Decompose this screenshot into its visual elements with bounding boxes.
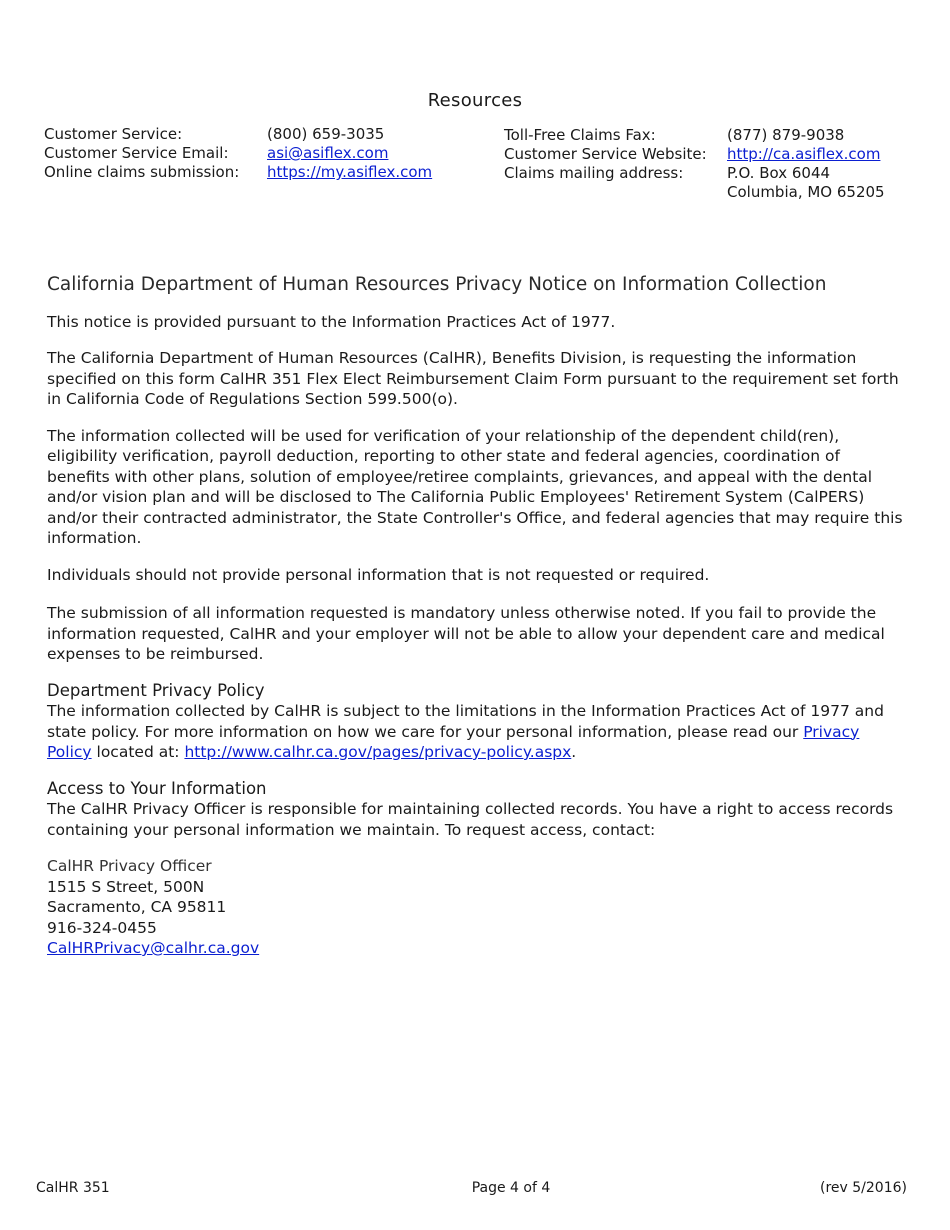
privacy-policy-link[interactable]: Privacy Policy — [47, 722, 860, 761]
privacy-notice — [47, 275, 907, 959]
privacy-policy-section — [47, 681, 907, 763]
mailing-address-line1: P.O. Box 6044 — [727, 164, 831, 182]
resource-label: Customer Service Website: — [504, 145, 707, 163]
resource-row — [44, 163, 432, 182]
resource-row — [44, 144, 432, 163]
contact-city: Sacramento, CA 95811 — [47, 898, 227, 916]
privacy-policy-body: The information collected by CalHR is subject to the limitations in the Information Practices Act of 1977 and state policy. For more information on how we care for your personal information, please read our — [47, 702, 884, 741]
privacy-policy-end: . — [571, 743, 577, 761]
customer-service-phone: (800) 659-3035 — [267, 125, 385, 143]
resource-label: Claims mailing address: — [504, 164, 684, 182]
resource-row — [504, 145, 885, 164]
footer-form-id: CalHR 351 — [36, 1180, 110, 1196]
resource-label — [504, 183, 727, 202]
access-heading: Access to Your Information — [47, 778, 267, 798]
privacy-paragraph-5: The submission of all information requested is mandatory unless otherwise noted. If you fail to provide the information requested, CalHR and your employer will not be able to allow your dependent care and medical expenses to be reimbursed. — [47, 604, 885, 663]
customer-service-email-link[interactable]: asi@asiflex.com — [267, 144, 389, 162]
resources-title: Resources — [427, 90, 523, 111]
resource-row — [504, 164, 885, 183]
privacy-paragraph-3: The information collected will be used for verification of your relationship of the dependent child(ren), eligibility verification, payroll deduction, reporting to other state and federal agencies, coordination of benefits with other plans, solution of employee/retiree complaints, grievances, and appeal with the dental and/or vision plan and will be disclosed to The California Public Employees' Retirement System (CalPERS) and/or their contracted administrator, the State Controller's Office, and federal agencies that may require this information. — [47, 426, 903, 547]
contact-email-link[interactable]: CalHRPrivacy@calhr.ca.gov — [47, 939, 260, 957]
mailing-address-line2: Columbia, MO 65205 — [727, 183, 885, 201]
resources-right-table — [504, 126, 885, 202]
resource-label: Online claims submission: — [44, 163, 240, 181]
access-text: The CalHR Privacy Officer is responsible for maintaining collected records. You have a right to access records containing your personal information we maintain. To request access, contact: — [47, 800, 894, 839]
footer-page-number: Page 4 of 4 — [471, 1180, 551, 1196]
claims-fax-number: (877) 879-9038 — [727, 126, 845, 144]
resource-label: Toll-Free Claims Fax: — [504, 126, 656, 144]
privacy-paragraph-4: Individuals should not provide personal information that is not requested or required. — [47, 565, 710, 584]
resource-row — [504, 126, 885, 145]
privacy-policy-heading: Department Privacy Policy — [47, 680, 265, 700]
privacy-officer-contact — [47, 856, 907, 959]
privacy-policy-text — [47, 701, 907, 763]
privacy-notice-title: California Department of Human Resources Privacy Notice on Information Collection — [47, 274, 827, 295]
footer-revision: (rev 5/2016) — [820, 1180, 907, 1196]
online-claims-link[interactable]: https://my.asiflex.com — [267, 163, 433, 181]
contact-phone: 916-324-0455 — [47, 918, 157, 937]
resource-label: Customer Service Email: — [44, 144, 229, 162]
resources-left-table — [44, 125, 432, 182]
contact-name: CalHR Privacy Officer — [47, 857, 212, 875]
resource-row — [504, 183, 885, 202]
contact-street: 1515 S Street, 500N — [47, 877, 205, 896]
access-section — [47, 779, 907, 841]
customer-service-website-link[interactable]: http://ca.asiflex.com — [727, 145, 881, 163]
privacy-paragraph-1: This notice is provided pursuant to the Information Practices Act of 1977. — [47, 312, 616, 331]
resource-row — [44, 125, 432, 144]
privacy-policy-located: located at: — [91, 743, 185, 761]
privacy-paragraph-2: The California Department of Human Resources (CalHR), Benefits Division, is requesting the information specified on this form CalHR 351 Flex Elect Reimbursement Claim Form pursuant to the requirement set forth in California Code of Regulations Section 599.500(o). — [47, 349, 899, 408]
resource-label: Customer Service: — [44, 125, 183, 143]
privacy-policy-url-link[interactable]: http://www.calhr.ca.gov/pages/privacy-policy.aspx — [184, 743, 572, 761]
